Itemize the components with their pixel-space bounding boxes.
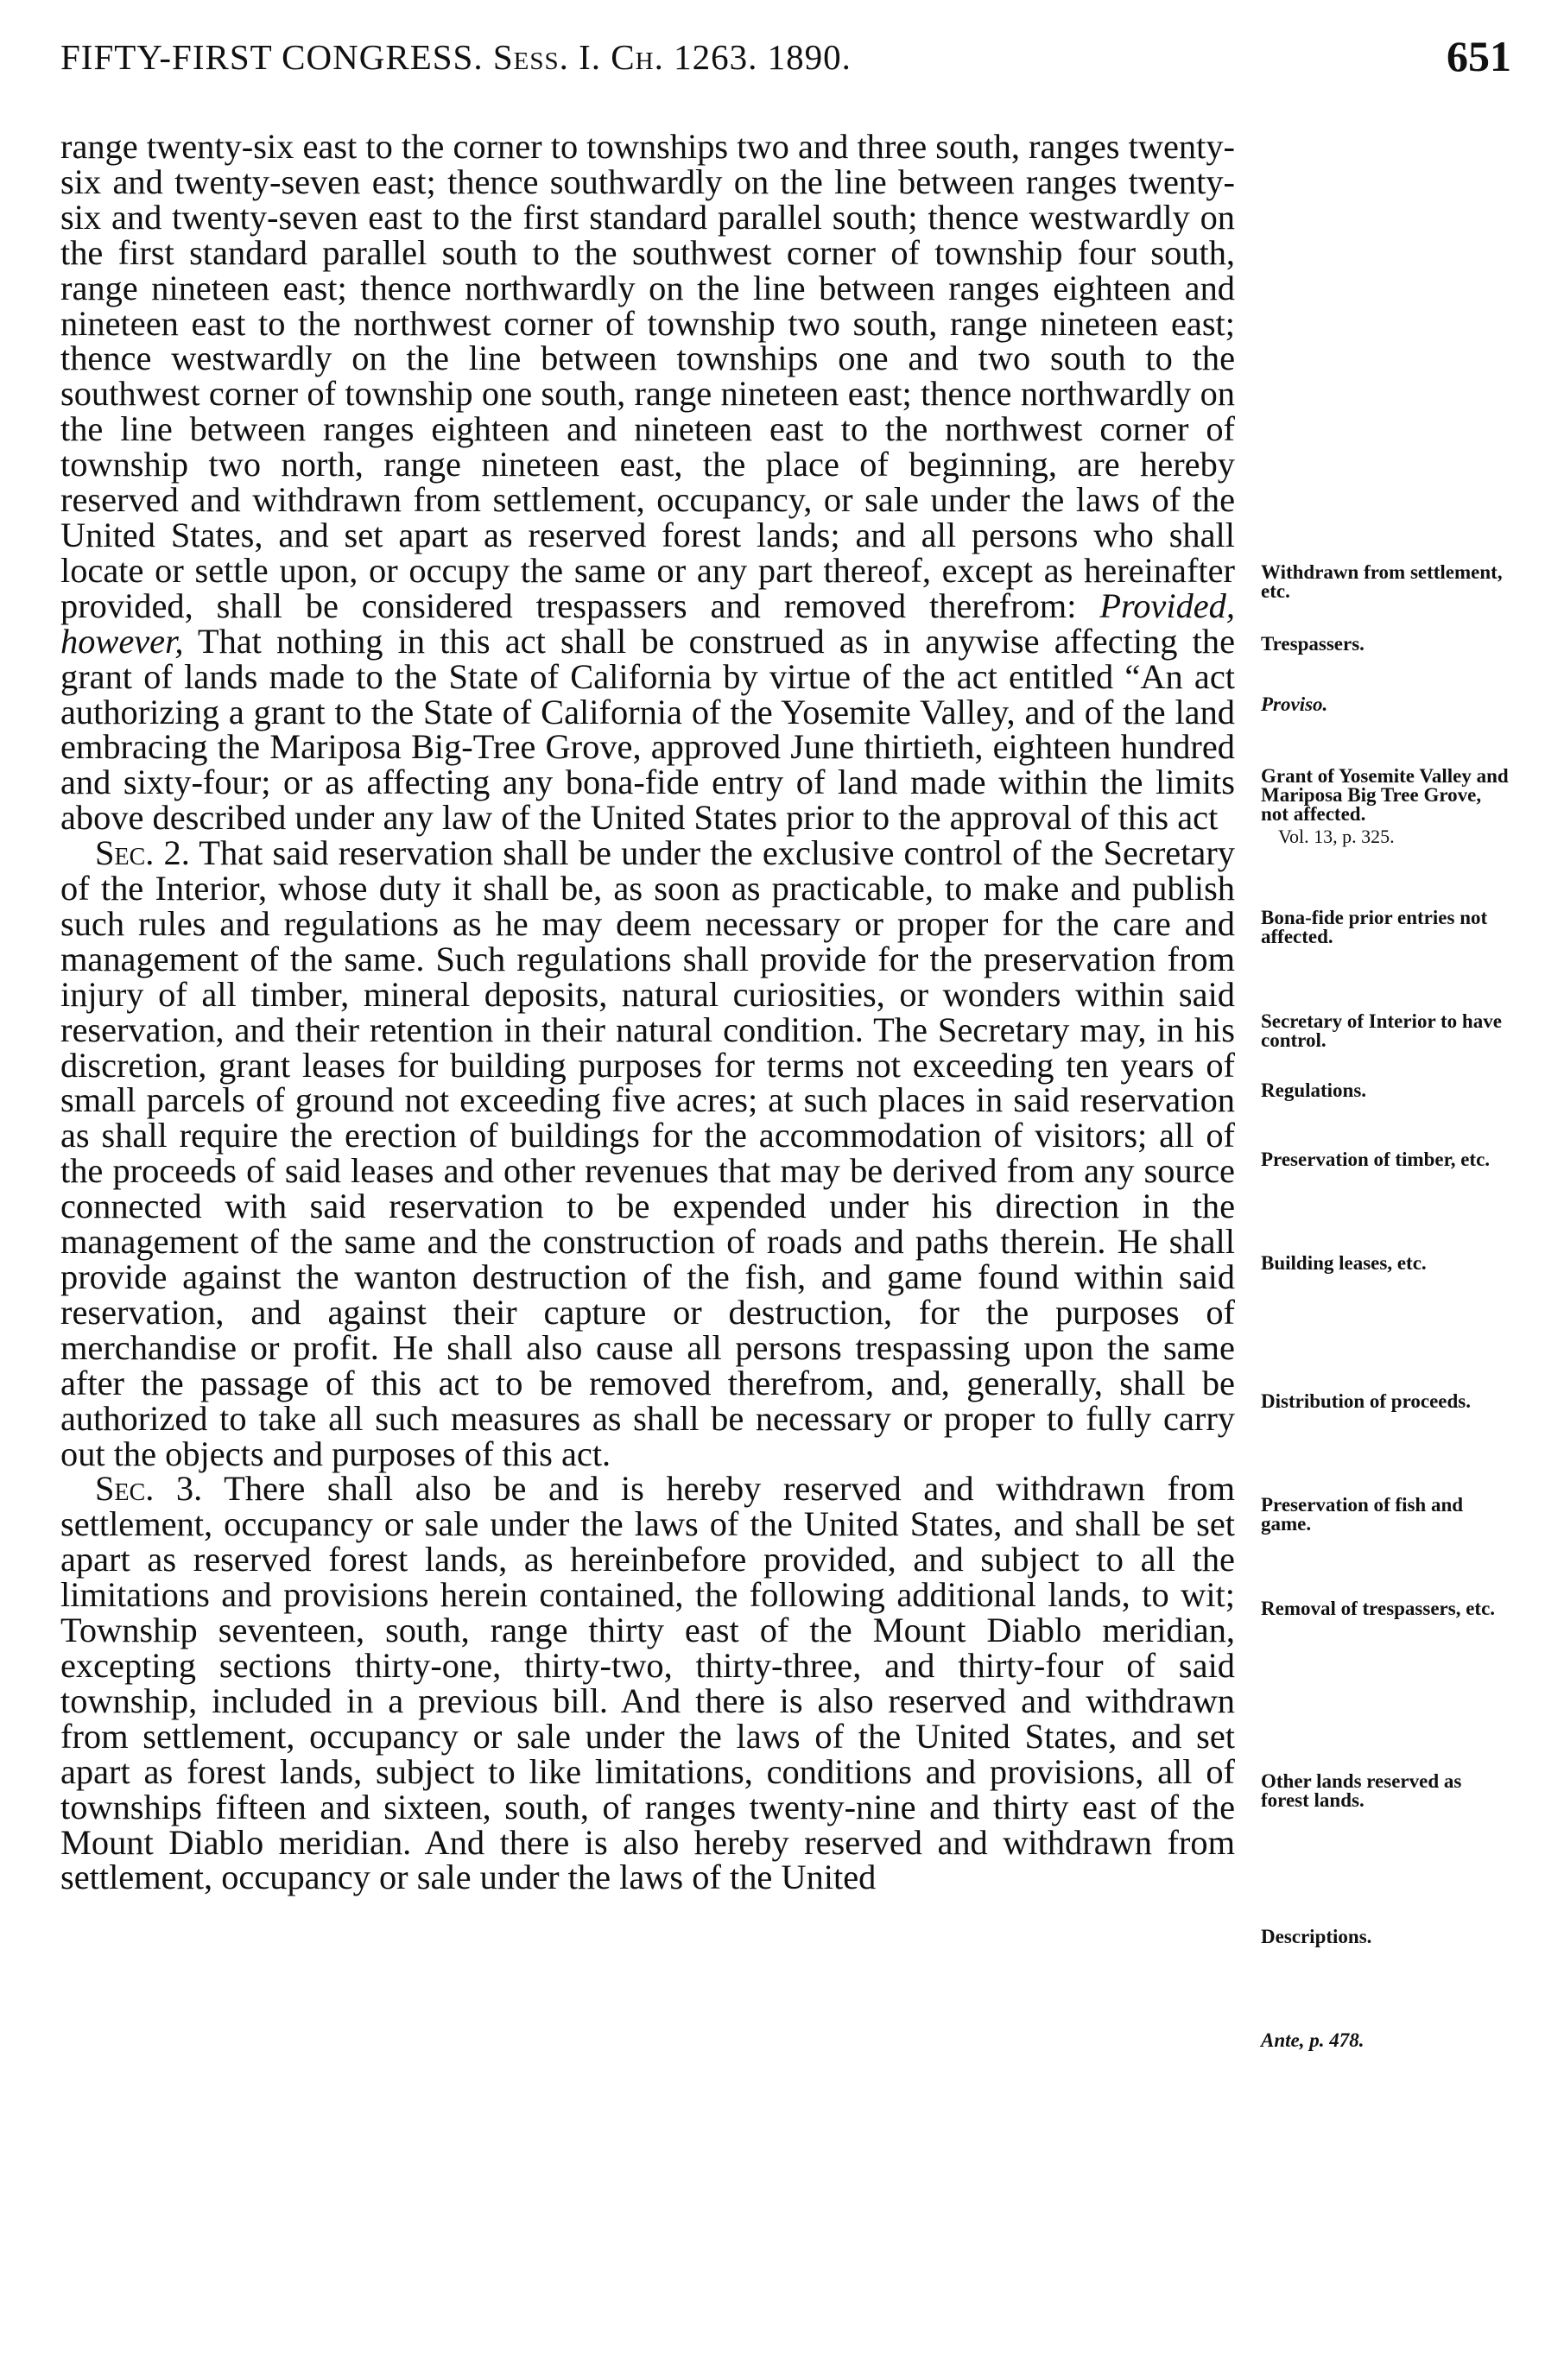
section-2-label: Sec. 2. [95, 833, 190, 873]
margin-note-distribution: Distribution of proceeds. [1261, 1390, 1471, 1412]
margin-note-withdrawn: Withdrawn from settlement, etc. [1261, 561, 1503, 602]
margin-note-bona-fide: Bona-fide prior entries not affected. [1261, 907, 1488, 947]
main-text-column [60, 127, 1236, 1897]
section-2-text: That said reservation shall be under the exclusive control of the Secretary of the Interior, whose duty it shall be, as soon as practicable, to make and publish such rules and regulations as he may deem necessary or proper for the care and management of the same. Such regulations shall provide for the preservation from injury of all timber, mineral deposits, natural curiosities, or wonders within said reservation, and their retention in their natural condition. The Secretary may, in his discretion, grant leases for building purposes for terms not exceeding ten years of small parcels of ground not exceeding five acres; at such places in said reservation as shall require the erection of buildings for the accommodation of visitors; all of the proceeds of said leases and other revenues that may be derived from any source connected with said reservation to be expended under his direction in the management of the same and the construction of roads and paths therein. He shall provide against the wanton destruction of the fish, and game found within said reservation, and against their capture or destruction, for the purposes of merchandise or profit. He shall also cause all persons trespassing upon the same after the passage of this act to be removed therefrom, and, generally, shall be authorized to take all such measures as shall be necessary or proper to fully carry out the objects and purposes of this act. [60, 833, 1236, 1473]
running-head-year: 1890. [767, 37, 852, 77]
running-head-session: Sess. I. [492, 37, 602, 77]
running-head [60, 36, 852, 78]
margin-note-descriptions: Descriptions. [1261, 1926, 1372, 1947]
margin-note-grant-yosemite-text: Grant of Yosemite Valley and Mariposa Big Tree Grove, not affected. [1261, 765, 1509, 825]
page-header [60, 32, 1511, 97]
margin-note-grant-yosemite [1261, 767, 1511, 846]
section-2 [60, 833, 1236, 1473]
margin-note-secretary: Secretary of Interior to have control. [1261, 1010, 1502, 1051]
margin-note-fish: Preservation of fish and game. [1261, 1494, 1464, 1535]
running-head-congress: FIFTY-FIRST CONGRESS. [60, 37, 484, 77]
section-3-label: Sec. 3. [95, 1469, 203, 1509]
margin-note-regulations: Regulations. [1261, 1079, 1367, 1101]
page-number: 651 [1447, 32, 1511, 80]
paragraph-1 [60, 127, 1235, 838]
margin-note-removal: Removal of trespassers, etc. [1261, 1598, 1496, 1619]
section-3 [60, 1469, 1236, 1897]
running-head-chapter: Ch. 1263. [611, 37, 758, 77]
margin-note-ante: Ante, p. 478. [1261, 2029, 1365, 2051]
paragraph-1-text: range twenty-six east to the corner to townships two and three south, ranges twenty-six and twenty-seven east; thence southwardly on the line between ranges twenty-six and twenty-seven east to the first standard parallel south; thence westwardly on the first standard parallel south to the southwest corner of township four south, range nineteen east; thence northwardly on the line between ranges eighteen and nineteen east to the northwest corner of township two south, range nineteen east; thence westwardly on the line between townships one and two south to the southwest corner of township one south, range nineteen east; thence northwardly on the line between ranges eighteen and nineteen east to the northwest corner of township two north, range nineteen east, the place of beginning, are hereby reserved and withdrawn from settlement, occupancy, or sale under the laws of the United States, and set apart as reserved forest lands; and all persons who shall locate or settle upon, or occupy the same or any part thereof, except as hereinafter provided, shall be considered trespassers and removed therefrom: [60, 127, 1235, 625]
proviso-phrase: Provided, however, [60, 586, 1235, 661]
paragraph-1-continued: That nothing in this act shall be construed as in anywise affecting the grant of lands made to the State of California by virtue of the act entitled “An act authorizing a grant to the State of California of the Yosemite Valley, and of the land embracing the Mariposa Big-Tree Grove, approved June thirtieth, eighteen hundred and sixty-four; or as affecting any bona-fide entry of land made within the limits above described under any law of the United States prior to the approval of this act [60, 621, 1235, 838]
margin-note-timber: Preservation of timber, etc. [1261, 1149, 1491, 1170]
margin-note-vol-ref: Vol. 13, p. 325. [1278, 826, 1395, 847]
margin-note-building: Building leases, etc. [1261, 1252, 1427, 1274]
margin-note-trespassers: Trespassers. [1261, 633, 1365, 655]
margin-note-other-lands: Other lands reserved as forest lands. [1261, 1770, 1462, 1811]
margin-note-proviso: Proviso. [1261, 693, 1328, 715]
section-3-text: There shall also be and is hereby reserved and withdrawn from settlement, occupancy or sale under the laws of the United States, and shall be set apart as reserved forest lands, as hereinbefore provided, and subject to all the limitations and provisions herein contained, the following additional lands, to wit; Township seventeen, south, range thirty east of the Mount Diablo meridian, excepting sections thirty-one, thirty-two, thirty-three, and thirty-four of said township, included in a previous bill. And there is also reserved and withdrawn from settlement, occupancy or sale under the laws of the United States, and set apart as forest lands, subject to like limitations, conditions and provisions, all of townships fifteen and sixteen, south, of ranges twenty-nine and thirty east of the Mount Diablo meridian. And there is also hereby reserved and withdrawn from settlement, occupancy or sale under the laws of the United [60, 1469, 1236, 1897]
